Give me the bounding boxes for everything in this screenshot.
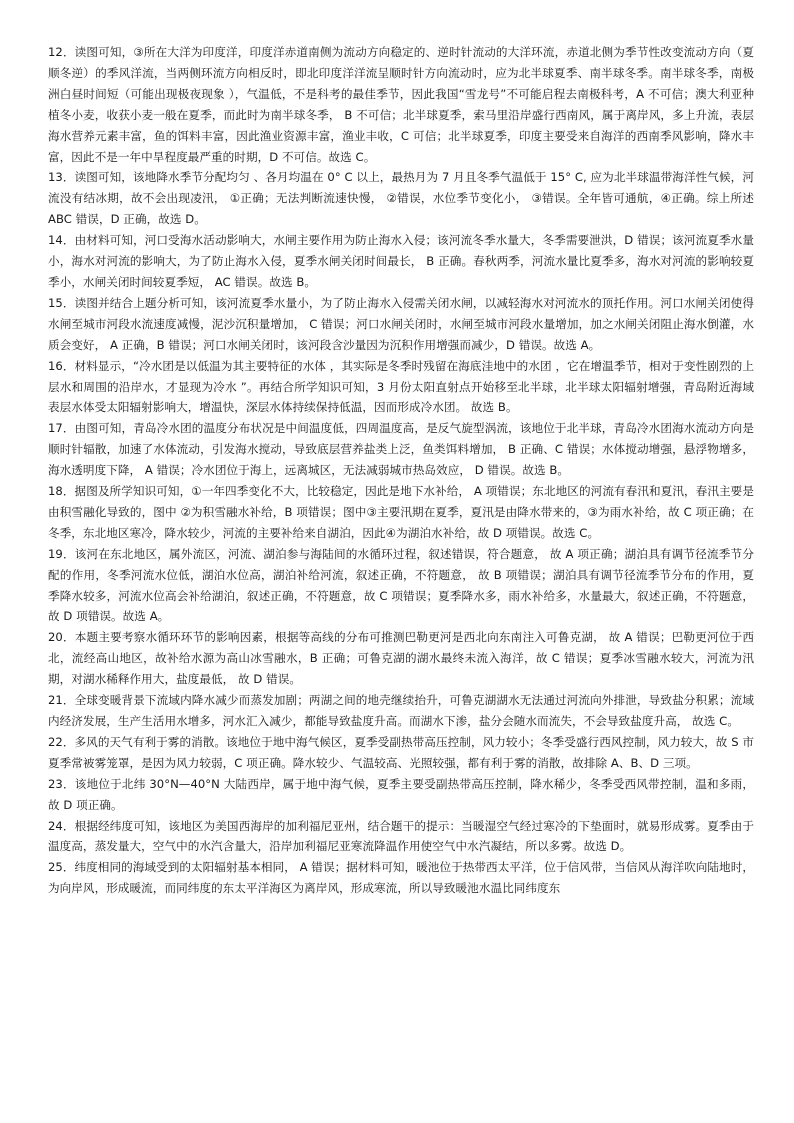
answer-15: 15．读图并结合上题分析可知，该河流夏季水量小，为了防止海水入侵需关闭水闸，以减轻海水对河流水的顶托作用。河口水闸关闭使得水闸至城市河段水流速度减慢，泥沙沉积量增加， C 错误；河口水闸关闭时，水闸至城市河段水量增加，加之水闸关闭阻止海水倒灌，水质会变好， A 正确，B 错误；河口水闸关闭时，该河段含沙量因为沉积作用增强而减少，D 错误。故选 A。 xyxy=(48,295,754,352)
answer-16: 16．材料显示，“冷水团是以低温为其主要特征的水体 ，其实际是冬季时残留在海底洼地中的水团 ，它在增温季节，相对于变性剧烈的上层水和周围的沿岸水，才显现为冷水 ”。再结合所学知识可知，3 月份太阳直射点开始移至北半球，北半球太阳辐射增强，青岛附近海域表层水体受太阳辐射影响大，增温快，深层水体持续保持低温，因而形成冷水团。 故选 B。 xyxy=(48,358,754,415)
answer-20: 20．本题主要考察水循环环节的影响因素，根据等高线的分布可推测巴勒更河是西北向东南注入可鲁克湖， 故 A 错误；巴勒更河位于西北，流经高山地区，故补给水源为高山冰雪融水，B 正确；可鲁克湖的湖水最终未流入海洋，故 C 错误；夏季冰雪融水较大，河流为汛期，对湖水稀释作用大，盐度最低， 故 D 错误。 xyxy=(48,630,754,687)
answer-21: 21．全球变暖背景下流域内降水减少而蒸发加剧；两湖之间的地壳继续抬升，可鲁克湖湖水无法通过河流向外排泄，导致盐分积累；流域内经济发展，生产生活用水增多，河水汇入减少，都能导致盐度升高。而湖水下渗，盐分会随水而流失，不会导致盐度升高， 故选 C。 xyxy=(48,693,754,728)
answer-19: 19．该河在东北地区，属外流区，河流、湖泊参与海陆间的水循环过程，叙述错误，符合题意， 故 A 项正确；湖泊具有调节径流季节分配的作用，冬季河流水位低，湖泊水位高，湖泊补给河流，叙述正确，不符题意， 故 B 项错误；湖泊具有调节径流季节分布的作用，夏季降水较多，河流水位高会补给湖泊，叙述正确，不符题意，故 C 项错误；夏季降水多，雨水补给多，水量最大，叙述正确，不符题意， 故 D 项错误。故选 A。 xyxy=(48,546,754,624)
answer-13: 13．读图可知，该地降水季节分配均匀 、各月均温在 0° C 以上，最热月为 7 月且冬季气温低于 15° C, 应为北半球温带海洋性气候，河流没有结冰期，故不会出现凌汛， ①正确；无法判断流速快慢， ②错误，水位季节变化小， ③错误。全年皆可通航，④正确。综上所述 ABC 错误，D 正确，故选 D。 xyxy=(48,170,754,227)
answer-22: 22．多风的天气有利于雾的消散。该地位于地中海气候区，夏季受副热带高压控制，风力较小；冬季受盛行西风控制，风力较大，故 S 市夏季常被雾笼罩，是因为风力较弱，C 项正确。降水较少、气温较高、光照较强，都有利于雾的消散，故排除 A、B、D 三项。 xyxy=(48,734,754,770)
answer-17: 17．由图可知，青岛冷水团的温度分布状况是中间温度低，四周温度高，是反气旋型涡流，该地位于北半球，青岛冷水团海水流动方向是顺时针辐散，加速了水体流动，引发海水搅动，导致底层营养盐类上泛，鱼类饵料增加， B 正确、C 错误；水体搅动增强，悬浮物增多，海水透明度下降， A 错误；冷水团位于海上，远离城区，无法减弱城市热岛效应， D 错误。故选 B。 xyxy=(48,421,754,478)
answer-18: 18．据图及所学知识可知，①一年四季变化不大，比较稳定，因此是地下水补给， A 项错误；东北地区的河流有春汛和夏汛，春汛主要是由积雪融化导致的，图中 ②为积雪融水补给，B 项错误；图中③主要汛期在夏季，夏汛是由降水带来的，③为雨水补给，故 C 项正确；在冬季，东北地区寒冷，降水较少，河流的主要补给来自湖泊，因此④为湖泊水补给，故 D 项错误。故选 C。 xyxy=(48,484,754,540)
answer-12: 12．读图可知，③所在大洋为印度洋，印度洋赤道南侧为流动方向稳定的、逆时针流动的大洋环流，赤道北侧为季节性改变流动方向（夏顺冬逆）的季风洋流，当两侧环流方向相反时，即北印度洋洋流呈顺时针方向流动时，应为北半球夏季、南半球冬季。南半球冬季，南极洲白昼时间短（可能出现极夜现象 ），气温低，不是科考的最佳季节，因此我国“雪龙号”不可能启程去南极科考，A 不可信；澳大利亚种植冬小麦，收获小麦一般在夏季，而此时为南半球冬季， B 不可信；北半球夏季，索马里沿岸盛行西南风，属于离岸风，多上升流，表层海水营养元素丰富，鱼的饵料丰富，因此渔业资源丰富，渔业丰收，C 可信；北半球夏季，印度主要受来自海洋的西南季风影响，降水丰富，因此不是一年中旱程度最严重的时期，D 不可信。故选 C。 xyxy=(48,45,754,164)
answer-24: 24．根据经纬度可知，该地区为美国西海岸的加利福尼亚州，结合题干的提示：当暖湿空气经过寒冷的下垫面时，就易形成雾。夏季由于温度高，蒸发量大，空气中的水汽含量大，沿岸加利福尼亚寒流降温作用使空气中水汽凝结，所以多雾。故选 D。 xyxy=(48,818,754,854)
answer-14: 14．由材料可知，河口受海水活动影响大，水闸主要作用为防止海水入侵；该河流冬季水量大，冬季需要泄洪，D 错误；该河流夏季水量小，海水对河流的影响大，为了防止海水入侵，夏季水闸关闭时间最长， B 正确。春秋两季，河流水量比夏季多，海水对河流的影响较夏季小，水闸关闭时间较夏季短， AC 错误。故选 B。 xyxy=(48,233,754,289)
answer-25: 25．纬度相同的海域受到的太阳辐射基本相同， A 错误；据材料可知，暖池位于热带西太平洋，位于信风带，当信风从海洋吹向陆地时，为向岸风，形成暖流，而同纬度的东太平洋海区为离岸风，形成寒流，所以导致暖池水温比同纬度东 xyxy=(48,860,754,896)
answer-23: 23．该地位于北纬 30°N—40°N 大陆西岸，属于地中海气候，夏季主要受副热带高压控制，降水稀少，冬季受西风带控制，温和多雨，故 D 项正确。 xyxy=(48,776,754,812)
